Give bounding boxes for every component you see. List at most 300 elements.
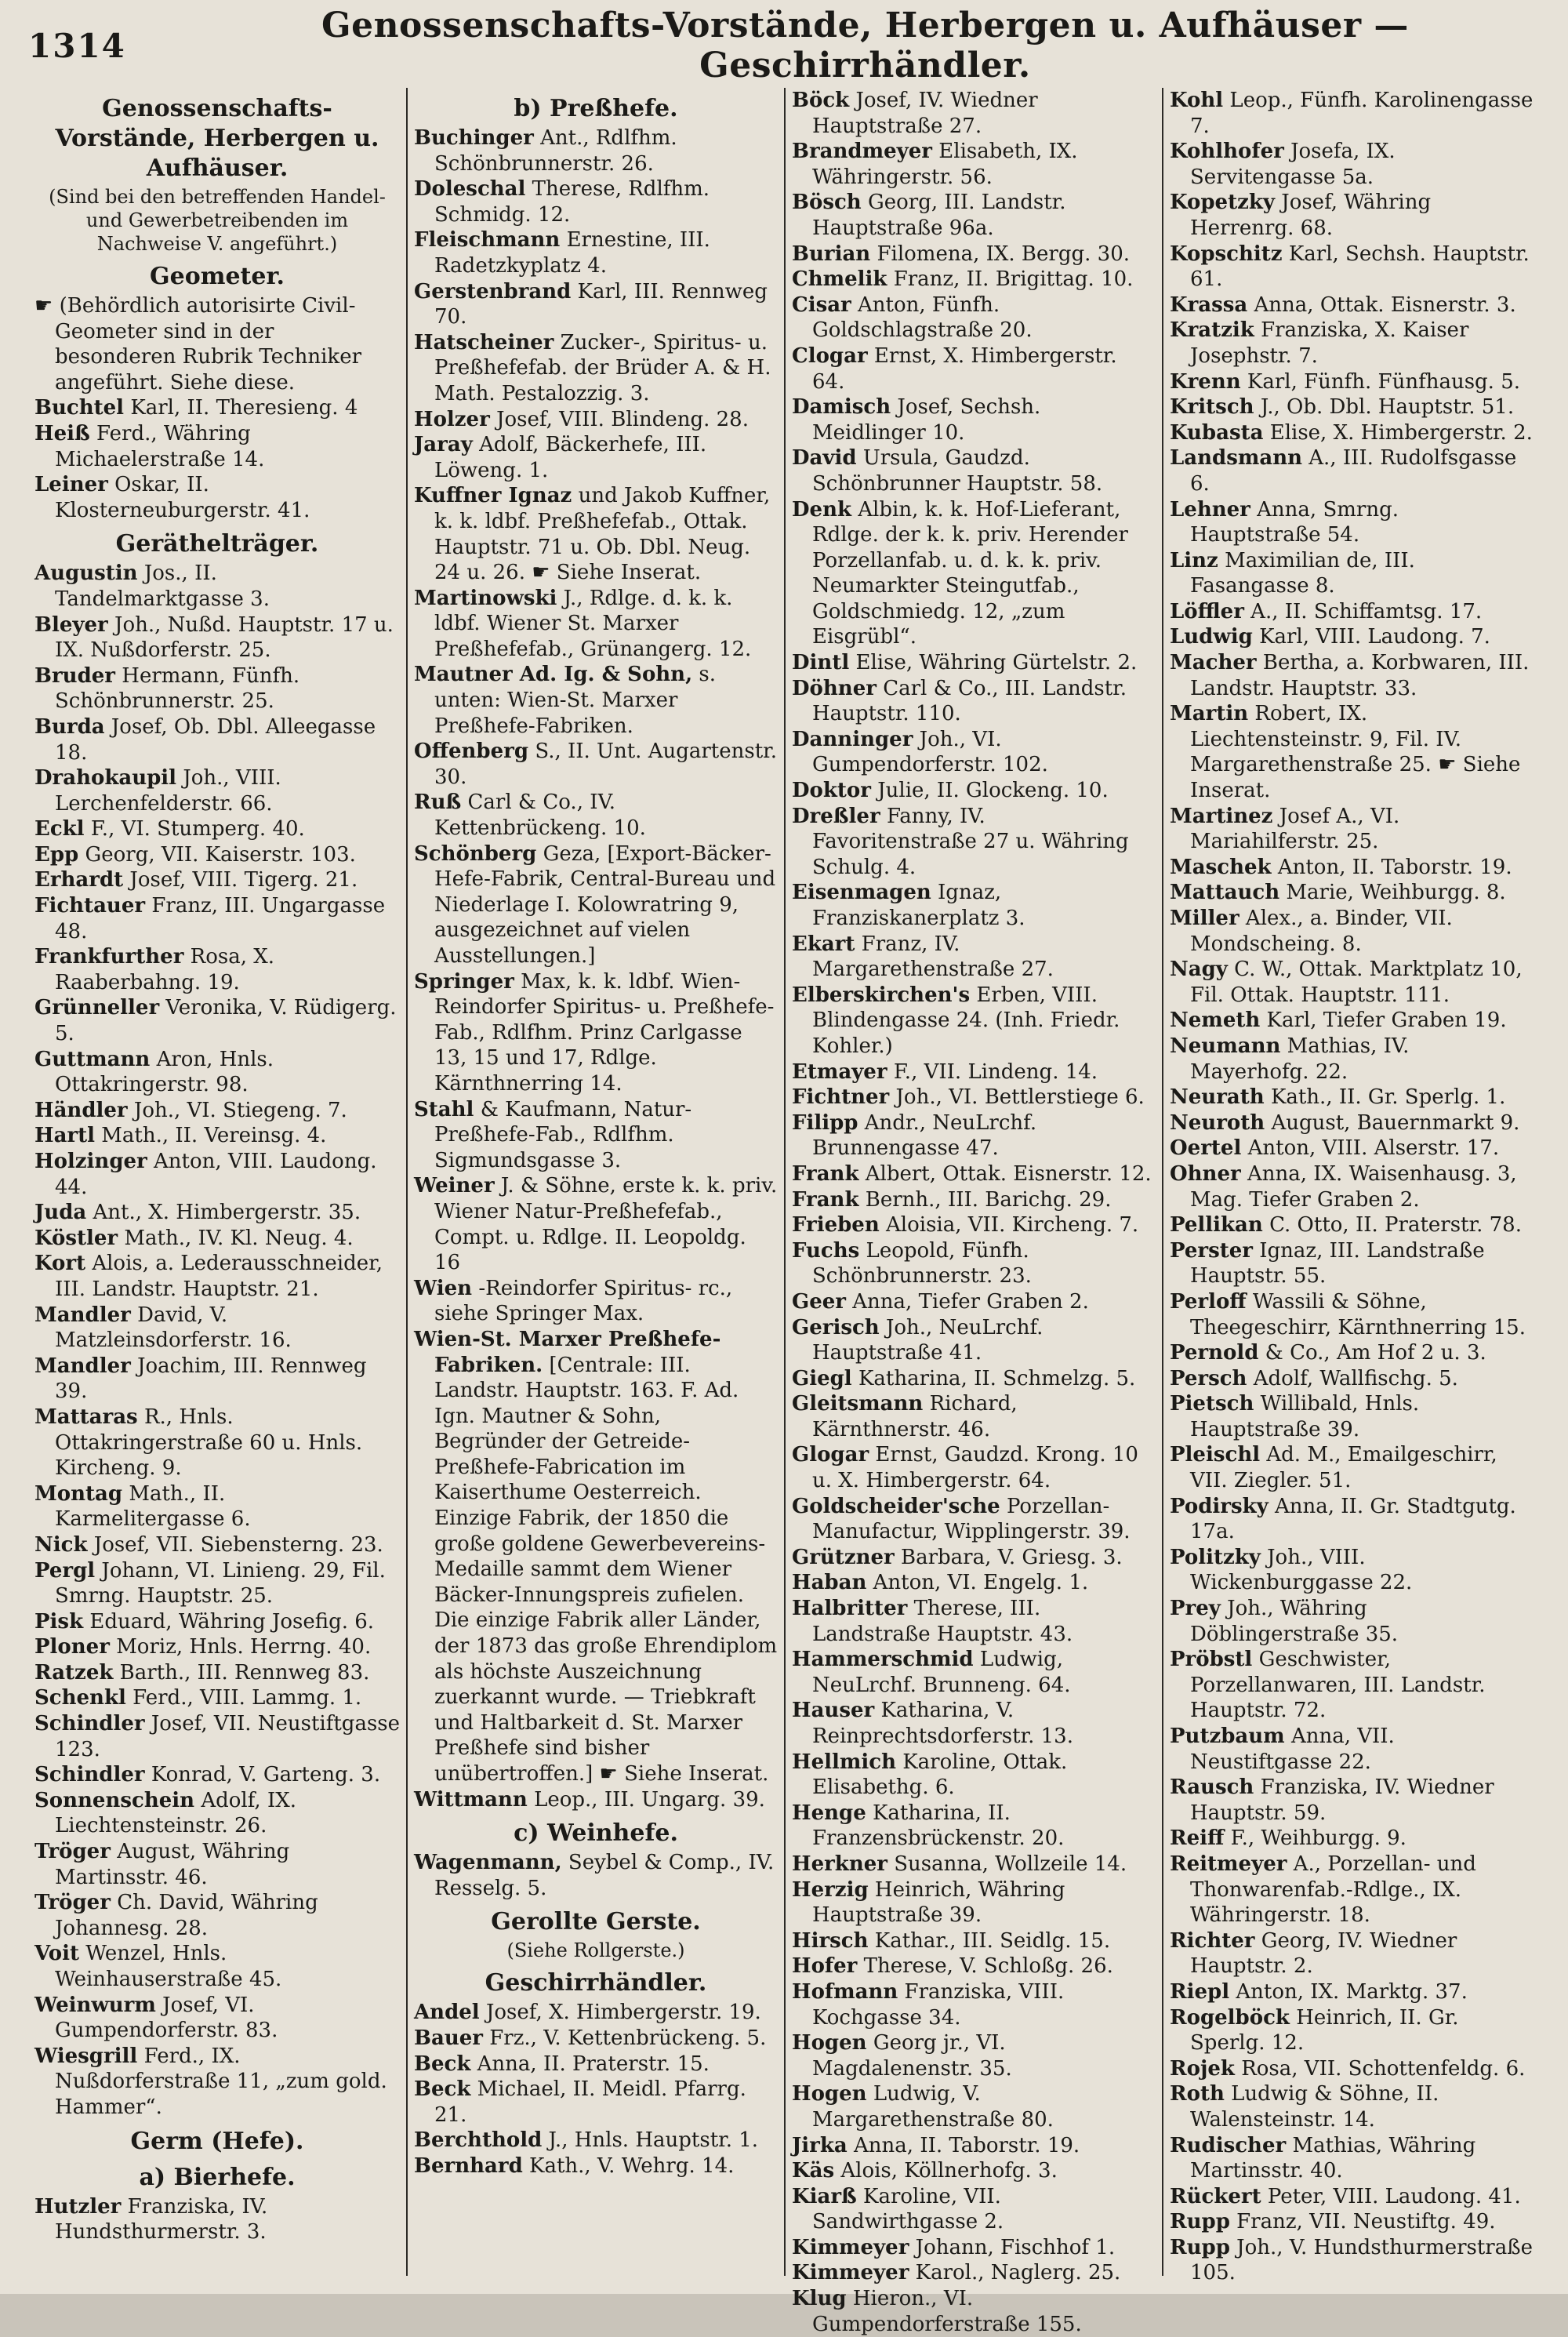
section-heading: b) Preßhefe. [514,95,678,122]
entry-details: Max, k. k. ldbf. Wien-Reindorfer Spiritus- u. Preßhefe-Fab., Rdlfhm. Prinz Carlgasse 13, 15 und 17, Rdlge. Kärnthnerring 14. [434,969,775,1096]
directory-entry [1170,906,1534,957]
entry-name: Reitmeyer [1170,1852,1287,1876]
directory-entry [414,1850,778,1901]
directory-entry [34,1762,400,1788]
entry-details: Josef, VIII. Tigerg. 21. [129,868,358,892]
directory-entry [792,242,1156,267]
entry-details: Geschwister, Porzellanwaren, III. Landstr. Hauptstr. 72. [1190,1648,1486,1723]
entry-details: und Jakob Kuffner, k. k. ldbf. Preßhefefab., Ottak. Hauptstr. 71 u. Ob. Dbl. Neug. 24 u. 26. ☛ Siehe Inserat. [434,484,771,585]
entry-name: Guttmann [34,1047,151,1071]
entry-name: Montag [34,1481,123,1506]
entry-details: Ferd., VIII. Lammg. 1. [132,1686,362,1710]
entry-details: Franziska, X. Kaiser Josephstr. 7. [1190,318,1469,368]
directory-entry [792,1928,1156,1954]
entry-details: Ludwig, V. Margarethenstraße 80. [812,2082,1054,2132]
entry-details: Carl & Co., III. Landstr. Hauptstr. 110. [812,676,1127,726]
entry-details: Franz, III. Ungargasse 48. [55,894,386,943]
directory-entry [1170,599,1534,625]
directory-entry [792,1877,1156,1928]
entry-details: Karoline, Ottak. Elisabethg. 6. [812,1750,1068,1800]
entry-details: Josef, VII. Neustiftgasse 123. [55,1712,401,1761]
entry-name: Rausch [1170,1775,1254,1800]
entry-details: Hermann, Fünfh. Schönbrunnerstr. 25. [55,663,300,714]
directory-entry [792,1289,1156,1315]
directory-entry [1170,650,1534,701]
entry-name: Neumann [1170,1034,1281,1058]
entry-details: Seybel & Comp., IV. Resselg. 5. [434,1851,775,1900]
directory-entry [792,1494,1156,1545]
entry-name: Podirsky [1170,1494,1269,1518]
entry-details: Rosa, X. Raaberbahng. 19. [55,945,275,994]
entry-details: Josefa, IX. Servitengasse 5a. [1190,140,1396,189]
directory-entry [1170,1596,1534,1647]
entry-details: Josef, Sechsh. Meidlinger 10. [812,395,1041,445]
entry-name: Voit [34,1942,80,1966]
directory-entry [1170,318,1534,369]
directory-entry [414,1276,778,1327]
entry-name: Erhardt [34,868,124,892]
entry-details: Franz, II. Brigittag. 10. [893,267,1134,292]
entry-details: Bernh., III. Barichg. 29. [865,1187,1112,1212]
entry-details: Fanny, IV. Favoritenstraße 27 u. Währing Schulg. 4. [812,804,1129,879]
entry-name: Jaray [414,433,473,457]
entry-details: Julie, II. Glockeng. 10. [877,779,1109,803]
directory-entry [34,1788,400,1839]
entry-details: Wenzel, Hnls. Weinhauserstraße 45. [55,1942,282,1991]
entry-name: Fichtner [792,1085,890,1110]
entry-name: Ludwig [1170,625,1253,649]
directory-entry [792,1366,1156,1392]
entry-details: Ignaz, III. Landstraße Hauptstr. 55. [1190,1238,1485,1288]
entry-name: Halbritter [792,1597,908,1621]
entry-name: Kopetzky [1170,191,1275,215]
entry-name: Riepl [1170,1979,1230,2004]
entry-details: A., II. Schiffamtsg. 17. [1250,599,1483,623]
directory-entry [1170,1340,1534,1366]
entry-details: Franz, VII. Neustiftg. 49. [1236,2210,1496,2234]
entry-name: Käs [792,2159,835,2183]
entry-name: Gerstenbrand [414,279,572,303]
entry-name: Händler [34,1098,128,1122]
entry-name: Weinwurm [34,1993,156,2017]
entry-name: Mattaras [34,1405,138,1429]
directory-entry [34,1890,400,1941]
entry-details: F., Weihburgg. 9. [1230,1826,1406,1851]
entry-details: A., Porzellan- und Thonwarenfab.-Rdlge., IX. Währingerstr. 18. [1190,1852,1476,1928]
entry-details: Ludwig, NeuLrchf. Brunneng. 64. [812,1648,1071,1697]
entry-details: Katharina, II. Franzensbrückenstr. 20. [812,1801,1065,1851]
directory-entry [1170,2081,1534,2132]
entry-name: Pietsch [1170,1392,1254,1416]
entry-details: Josef, VII. Siebensterng. 23. [93,1532,383,1557]
directory-entry [34,1098,400,1124]
entry-name: Eisenmagen [792,881,931,905]
entry-name: Bösch [792,191,862,215]
entry-name: Bleyer [34,612,108,637]
directory-entry [34,561,400,612]
entry-name: Linz [1170,548,1218,572]
directory-entry [414,2153,778,2179]
entry-name: Hutzler [34,2194,122,2219]
entry-details: Ernestine, III. Radetzkyplatz 4. [434,228,710,278]
directory-entry [792,1238,1156,1289]
entry-name: Krassa [1170,293,1248,317]
entry-details: Anna, Smrng. Hauptstraße 54. [1190,497,1399,547]
entry-details: Joh., VIII. Lerchenfelderstr. 66. [55,766,281,816]
entry-name: Politzky [1170,1545,1261,1569]
entry-name: Kohl [1170,89,1224,112]
section-heading: Geschirrhändler. [485,1969,707,1997]
directory-entry [1170,1136,1534,1161]
entry-details: R., Hnls. Ottakringerstraße 60 u. Hnls. Kircheng. 9. [55,1405,363,1481]
section-note: (Siehe Rollgerste.) [506,1939,685,1962]
entry-details: Anton, II. Taborstr. 19. [1277,855,1512,879]
entry-details: Karol., Naglerg. 25. [915,2261,1121,2285]
directory-entry [34,765,400,816]
column-1 [28,88,406,2276]
entry-details: Georg jr., VI. Magdalenenstr. 35. [812,2031,1012,2081]
entry-name: Herzig [792,1877,869,1902]
entry-details: Joh., VIII. Wickenburggasse 22. [1190,1545,1413,1595]
entry-name: Nick [34,1532,88,1557]
directory-entry [414,586,778,663]
entry-name: Kubasta [1170,420,1264,445]
entry-name: Heiß [34,421,90,445]
entry-name: Wien-St. Marxer Preßhefe-Fabriken. [414,1327,721,1377]
directory-entry [34,893,400,944]
entry-name: Martinowski [414,586,557,610]
entry-details: Katharina, V. Reinprechtsdorferstr. 13. [812,1699,1073,1748]
entry-details: Anna, II. Gr. Stadtgutg. 17a. [1190,1494,1516,1544]
entry-details: Ant., X. Himbergerstr. 35. [93,1201,361,1225]
entry-name: Nemeth [1170,1009,1261,1033]
entry-name: Beck [414,2077,471,2102]
entry-details: Joachim, III. Rennweg 39. [55,1354,367,1404]
entry-details: Alois, Köllnerhofg. 3. [840,2159,1058,2183]
entry-details: Frz., V. Kettenbrückeng. 5. [489,2026,767,2050]
entry-name: Neuroth [1170,1110,1265,1135]
directory-entry [792,1187,1156,1213]
directory-entry [34,714,400,765]
directory-entry [792,1750,1156,1801]
directory-entry [792,394,1156,445]
directory-entry [792,1391,1156,1442]
entry-details: Alex., a. Binder, VII. Mondscheing. 8. [1190,907,1453,956]
entry-details: Zucker-, Spiritus- u. Preßhefefab. der Brüder A. & H. Math. Pestalozzig. 3. [434,330,771,405]
directory-entry [1170,1085,1534,1110]
entry-name: Martin [1170,702,1249,726]
directory-entry [1170,1647,1534,1724]
entry-name: Grützner [792,1545,895,1569]
directory-entry [792,2184,1156,2235]
entry-details: Therese, III. Landstraße Hauptstr. 43. [812,1597,1073,1646]
directory-entry [792,267,1156,293]
directory-entry [792,1954,1156,1979]
entry-details: Elisabeth, IX. Währingerstr. 56. [812,140,1078,189]
entry-details: Eduard, Währing Josefig. 6. [89,1609,375,1634]
directory-entry [1170,1826,1534,1852]
entry-name: Rupp [1170,2210,1230,2234]
entry-details: Franziska, VIII. Kochgasse 34. [812,1979,1065,2030]
directory-entry [792,2158,1156,2184]
entry-details: Josef, Ob. Dbl. Alleegasse 18. [55,714,376,765]
entry-details: Josef A., VI. Mariahilferstr. 25. [1190,804,1400,854]
entry-name: Goldscheider'sche [792,1494,1000,1518]
entry-name: Kimmeyer [792,2235,909,2259]
entry-name: Gerisch [792,1315,880,1339]
entry-name: Perloff [1170,1289,1247,1314]
entry-name: Hauser [792,1699,875,1723]
entry-name: Glogar [792,1443,869,1467]
running-title: Genossenschafts-Vorstände, Herbergen u. Aufhäuser — Geschirrhändler. [321,5,1409,85]
entry-details: Konrad, V. Garteng. 3. [151,1763,381,1787]
section-heading: c) Weinhefe. [514,1819,678,1848]
entry-name: Kratzik [1170,318,1254,343]
entry-name: Hatscheiner [414,330,554,354]
directory-entry [792,190,1156,241]
directory-entry [414,330,778,407]
entry-details: C. W., Ottak. Marktplatz 10, Fil. Ottak. Hauptstr. 111. [1190,958,1523,1007]
directory-entry [1170,394,1534,420]
page-header [28,5,1541,85]
entry-name: Rudischer [1170,2133,1287,2157]
directory-entry [1170,2005,1534,2056]
directory-entry [414,739,778,790]
entry-name: Richter [1170,1928,1255,1953]
directory-entry [792,2235,1156,2261]
entry-details: & Co., Am Hof 2 u. 3. [1265,1341,1486,1365]
directory-entry [414,407,778,433]
directory-entry [792,1801,1156,1852]
entry-name: Köstler [34,1226,118,1250]
directory-entry [792,445,1156,496]
entry-name: Andel [414,2001,480,2025]
entry-name: Löffler [1170,599,1244,623]
entry-details: Marie, Weihburgg. 8. [1286,881,1506,905]
entry-details: Susanna, Wollzeile 14. [894,1852,1127,1876]
directory-entry [792,1212,1156,1238]
entry-name: Krenn [1170,369,1241,394]
directory-entry [34,421,400,472]
directory-entry [414,432,778,483]
entry-name: Buchinger [414,126,534,150]
entry-details: Therese, V. Schloßg. 26. [863,1954,1113,1979]
entry-details: Franz, IV. Margarethenstraße 27. [812,932,1054,982]
directory-entry [414,2077,778,2128]
entry-name: Doleschal [414,177,526,202]
directory-entry [34,2194,400,2245]
directory-entry [34,1226,400,1252]
entry-details: Anna, IX. Waisenhausg. 3, Mag. Tiefer Graben 2. [1190,1161,1517,1212]
directory-entry [414,2026,778,2052]
entry-name: Kritsch [1170,395,1254,420]
entry-name: Fuchs [792,1238,860,1263]
entry-name: Denk [792,497,852,522]
entry-details: Josef, VI. Gumpendorferstr. 83. [55,1993,278,2043]
directory-entry [34,1941,400,1992]
directory-entry [792,2133,1156,2159]
entry-details: Joh., VI. Bettlerstiege 6. [895,1085,1145,1110]
directory-entry [414,790,778,841]
section-note: (Sind bei den betreffenden Handel- und Gewerbetreibenden im Nachweise V. angeführt.) [49,186,386,255]
entry-name: Tröger [34,1840,111,1864]
entry-details: Ferd., IX. Nußdorferstraße 11, „zum gold. Hammer“. [55,2044,387,2119]
directory-entry [414,1173,778,1275]
directory-entry [1170,624,1534,650]
entry-details: Anna, Ottak. Eisnerstr. 3. [1254,293,1516,317]
entry-details: Ant., Rdlfhm. Schönbrunnerstr. 26. [434,126,677,176]
entry-name: Rupp [1170,2235,1230,2259]
entry-details: Leopold, Fünfh. Schönbrunnerstr. 23. [812,1238,1032,1288]
directory-entry [1170,1724,1534,1775]
entry-details: Andr., NeuLrchf. Brunnengasse 47. [812,1110,1037,1161]
entry-details: David, V. Matzleinsdorferstr. 16. [55,1303,292,1353]
entry-name: Geer [792,1289,846,1314]
entry-details: August, Bauernmarkt 9. [1271,1110,1520,1135]
entry-details: Karl, Sechsh. Hauptstr. 61. [1190,242,1530,292]
entry-name: Hartl [34,1124,95,1148]
directory-entry [34,1354,400,1405]
entry-details: Barbara, V. Griesg. 3. [901,1545,1123,1569]
entry-details: Anna, Tiefer Graben 2. [852,1289,1089,1314]
directory-entry [792,1570,1156,1596]
entry-details: Anton, VI. Engelg. 1. [873,1571,1089,1595]
entry-details: Elise, X. Himbergerstr. 2. [1269,420,1533,445]
entry-details: Elise, Währing Gürtelstr. 2. [855,651,1138,675]
entry-details: Adolf, Bäckerhefe, III. Löweng. 1. [434,433,707,482]
entry-details: Johann, VI. Linieng. 29, Fil. Smrng. Hauptstr. 25. [55,1558,386,1608]
directory-entry [1170,445,1534,496]
directory-entry [1170,1008,1534,1034]
directory-entry [414,969,778,1097]
directory-entry [34,1532,400,1558]
entry-details: A., III. Rudolfsgasse 6. [1190,446,1517,496]
directory-entry [792,293,1156,343]
directory-entry [414,483,778,585]
entry-name: Springer [414,969,514,994]
directory-entry [792,778,1156,804]
entry-name: Holzer [414,407,490,431]
entry-details: Franziska, IV. Wiedner Hauptstr. 59. [1190,1775,1494,1825]
directory-entry [792,2030,1156,2081]
entry-name: Jirka [792,2133,848,2157]
entry-name: Offenberg [414,740,529,764]
entry-name: Pergl [34,1558,96,1583]
entry-name: Rogelböck [1170,2005,1290,2030]
entry-details: Adolf, IX. Liechtensteinstr. 26. [55,1788,297,1838]
entry-name: Ohner [1170,1161,1241,1186]
entry-name: Ekart [792,932,855,956]
entry-name: Maschek [1170,855,1272,879]
directory-entry [792,1852,1156,1877]
entry-name: Bruder [34,663,115,688]
entry-details: Ferd., Währing Michaelerstraße 14. [55,421,265,471]
entry-name: Landsmann [1170,446,1303,471]
directory-entry [414,2052,778,2077]
entry-name: Kort [34,1252,86,1276]
directory-entry [34,1047,400,1098]
entry-name: Augustin [34,562,138,586]
directory-entry [1170,88,1534,139]
entry-details: Mathias, IV. Mayerhofg. 22. [1190,1034,1410,1084]
entry-name: Dreßler [792,804,880,828]
entry-details: Johann, Fischhof 1. [915,2235,1116,2259]
directory-entry [792,932,1156,983]
entry-details: Bertha, a. Korbwaren, III. Landstr. Hauptstr. 33. [1190,651,1530,700]
entry-details: Moriz, Hnls. Herrng. 40. [116,1635,372,1659]
entry-name: Ploner [34,1635,110,1659]
entry-details: s. unten: Wien-St. Marxer Preßhefe-Fabriken. [434,663,717,738]
entry-details: Joh., Nußd. Hauptstr. 17 u. IX. Nußdorferstr. 25. [55,612,394,663]
directory-entry [414,227,778,278]
directory-entry [414,279,778,330]
directory-entry [414,2128,778,2153]
directory-entry [1170,1545,1534,1596]
directory-entry [1170,242,1534,293]
entry-name: Pisk [34,1609,84,1634]
entry-details: Ernst, Gaudzd. Krong. 10 u. X. Himbergerstr. 64. [812,1443,1138,1493]
directory-entry [792,1161,1156,1187]
directory-entry [34,612,400,663]
entry-details: Geza, [Export-Bäcker-Hefe-Fabrik, Central-Bureau und Niederlage I. Kolowratring 9, ausgezeichnet auf vielen Ausstellungen.] [434,841,776,968]
entry-name: Danninger [792,727,913,751]
entry-details: F., VII. Lindeng. 14. [893,1059,1098,1084]
column-4 [1162,88,1540,2285]
entry-name: Rojek [1170,2056,1235,2081]
entry-name: Schindler [34,1712,145,1736]
entry-name: Böck [792,89,850,112]
directory-entry [792,1979,1156,2030]
entry-details: Josef, X. Himbergerstr. 19. [485,2001,761,2025]
entry-name: Holzinger [34,1150,147,1173]
entry-name: Frankfurther [34,945,184,969]
entry-name: Tröger [34,1891,111,1915]
entry-name: Putzbaum [1170,1725,1285,1748]
entry-name: Giegl [792,1366,852,1390]
entry-details: Joh., NeuLrchf. Hauptstraße 41. [812,1315,1044,1365]
directory-entry [1170,1928,1534,1979]
directory-entry [34,1123,400,1149]
entry-details: Jos., II. Tandelmarktgasse 3. [55,562,270,611]
directory-entry [1170,1442,1534,1493]
directory-entry [792,2081,1156,2132]
directory-entry [414,176,778,227]
directory-entry [34,395,400,421]
entry-details: Richard, Kärnthnerstr. 46. [812,1392,1018,1441]
entry-details: Willibald, Hnls. Hauptstraße 39. [1190,1392,1420,1441]
directory-entry [34,663,400,714]
directory-entry [792,1647,1156,1698]
entry-details: Math., IV. Kl. Neug. 4. [124,1226,354,1250]
entry-name: Kuffner Ignaz [414,484,572,508]
column-3 [784,88,1162,2336]
directory-entry [792,139,1156,190]
entry-name: Burian [792,242,871,266]
directory-entry [34,1711,400,1762]
entry-details: Math., II. Vereinsg. 4. [101,1124,327,1148]
directory-entry [1170,1494,1534,1545]
entry-details: Georg, III. Landstr. Hauptstraße 96a. [812,191,1066,240]
entry-name: Persch [1170,1366,1247,1390]
entry-name: Doktor [792,779,871,803]
entry-details: Leop., III. Ungarg. 39. [534,1787,765,1812]
entry-name: Gleitsmann [792,1392,924,1416]
entry-name: Lehner [1170,497,1250,522]
entry-details: Oskar, II. Klosterneuburgerstr. 41. [55,473,310,522]
entry-name: Damisch [792,395,891,420]
entry-name: Hogen [792,2031,867,2055]
entry-name: Beck [414,2052,471,2076]
